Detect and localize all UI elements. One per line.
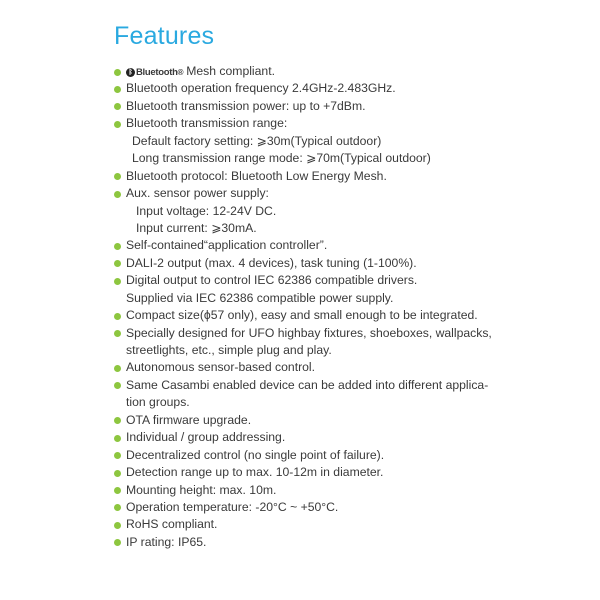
feature-text <box>126 412 251 429</box>
feature-text <box>126 168 387 185</box>
feature-text-content: streetlights, etc., simple plug and play. <box>126 343 332 357</box>
feature-text-content: tion groups. <box>126 395 190 410</box>
feature-text-content: Detection range up to max. 10-12m in diameter. <box>126 465 384 480</box>
bullet-dot-icon <box>114 121 121 128</box>
feature-text-content: IP rating: IP65. <box>126 534 207 549</box>
feature-text-content: Same Casambi enabled device can be added into different applica- <box>126 377 489 392</box>
feature-text <box>126 499 338 516</box>
bullet-dot-icon <box>114 191 121 198</box>
bullet-dot-icon <box>114 435 121 442</box>
feature-text <box>126 237 327 254</box>
feature-text <box>126 464 383 481</box>
feature-text <box>126 482 276 499</box>
feature-text-content: Long transmission range mode: ⩾70m(Typical outdoor) <box>132 151 431 166</box>
feature-text <box>136 220 257 237</box>
feature-text <box>132 150 431 167</box>
bullet-dot-icon <box>114 86 121 93</box>
bullet-dot-icon <box>114 330 121 337</box>
feature-text <box>126 115 287 132</box>
feature-text <box>126 359 315 376</box>
feature-text-content: Input current: ⩾30mA. <box>136 220 257 235</box>
feature-text-content: Autonomous sensor-based control. <box>126 360 316 375</box>
feature-text-content: Default factory setting: ⩾30m(Typical outdoor) <box>132 133 382 148</box>
feature-text-content: Individual / group addressing. <box>126 430 286 445</box>
bullet-dot-icon <box>114 313 121 320</box>
feature-text-content: RoHS compliant. <box>126 517 218 532</box>
bullet-dot-icon <box>114 243 121 250</box>
bluetooth-logo <box>126 64 186 81</box>
feature-text-content: Mesh compliant. <box>186 64 275 78</box>
feature-text-content: Compact size(ϕ57 only), easy and small enough to be integrated. <box>126 308 478 323</box>
bullet-dot-icon <box>114 417 121 424</box>
feature-text <box>126 185 269 202</box>
feature-text <box>126 98 365 115</box>
feature-text <box>126 516 217 533</box>
feature-text-content: Operation temperature: -20°C ~ +50°C. <box>126 499 339 514</box>
feature-text <box>126 447 384 464</box>
bullet-dot-icon <box>114 69 121 76</box>
bullet-dot-icon <box>114 173 121 180</box>
bullet-dot-icon <box>114 522 121 529</box>
bullet-dot-icon <box>114 487 121 494</box>
feature-text-content: Aux. sensor power supply: <box>126 186 269 201</box>
bullet-dot-icon <box>114 278 121 285</box>
feature-text-content: OTA firmware upgrade. <box>126 412 252 427</box>
bullet-dot-icon <box>114 452 121 459</box>
registered-mark: ® <box>177 67 184 77</box>
feature-text <box>126 80 396 97</box>
feature-text <box>126 290 393 307</box>
feature-text <box>126 63 275 81</box>
feature-text <box>126 307 478 324</box>
feature-text <box>126 534 206 551</box>
feature-text-content: Decentralized control (no single point of failure). <box>126 447 385 462</box>
bullet-dot-icon <box>114 539 121 546</box>
feature-text-content: Bluetooth transmission power: up to +7dBm. <box>126 98 366 113</box>
feature-text-content: Bluetooth transmission range: <box>126 116 288 131</box>
feature-text <box>126 377 488 394</box>
feature-text <box>126 429 285 446</box>
feature-text-content: Supplied via IEC 62386 compatible power supply. <box>126 290 394 305</box>
bullet-dot-icon <box>114 470 121 477</box>
page-title: Features <box>114 22 215 50</box>
feature-text <box>136 203 276 220</box>
bullet-dot-icon <box>114 103 121 110</box>
feature-text-content: Input voltage: 12-24V DC. <box>136 203 277 218</box>
feature-text-content: Digital output to control IEC 62386 compatible drivers. <box>126 273 418 288</box>
feature-text-content: DALI-2 output (max. 4 devices), task tuning (1-100%). <box>126 255 417 270</box>
feature-text-content: Bluetooth protocol: Bluetooth Low Energy Mesh. <box>126 168 387 183</box>
bluetooth-wordmark: Bluetooth <box>136 66 178 78</box>
feature-text-content: Self-contained“application controller”. <box>126 238 328 253</box>
bluetooth-rune-icon: ᛒ <box>126 68 135 77</box>
feature-text <box>132 133 381 150</box>
feature-text-content: Bluetooth operation frequency 2.4GHz-2.483GHz. <box>126 81 396 96</box>
bullet-dot-icon <box>114 382 121 389</box>
feature-text-content: Mounting height: max. 10m. <box>126 482 277 497</box>
feature-text <box>126 272 417 289</box>
feature-text <box>126 342 332 359</box>
feature-text <box>126 394 190 411</box>
feature-text <box>126 255 417 272</box>
bullet-dot-icon <box>114 504 121 511</box>
bullet-dot-icon <box>114 260 121 267</box>
feature-text-content: Specially designed for UFO highbay fixtures, shoeboxes, wallpacks, <box>126 325 492 340</box>
feature-text <box>126 325 492 342</box>
bullet-dot-icon <box>114 365 121 372</box>
